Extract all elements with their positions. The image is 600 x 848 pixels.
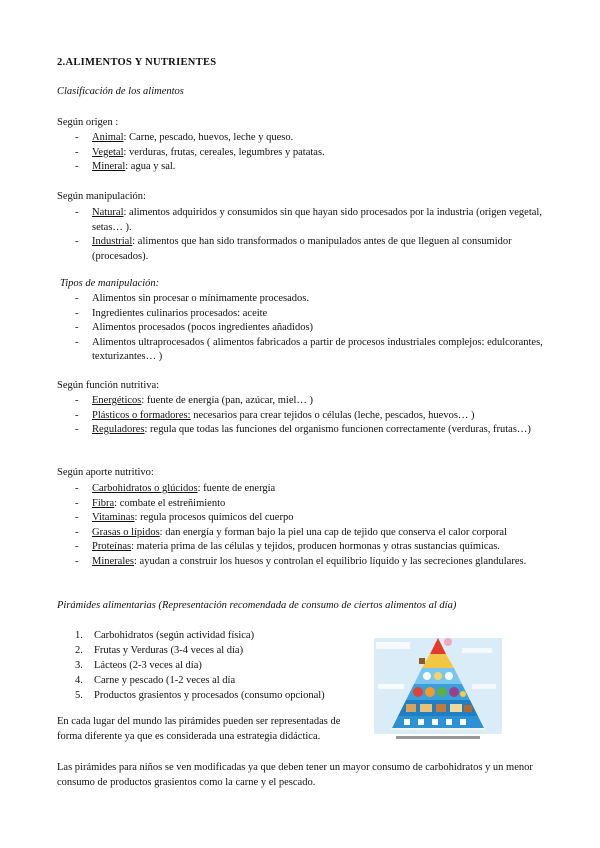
function-list [75,394,545,438]
list-item: - Vegetal: verduras, frutas, cereales, legumbres y patatas. [75,146,545,161]
origin-list [75,131,545,175]
list-item: - Reguladores: regula que todas las funciones del organismo funcionen correctamente (verduras, frutas…) [75,423,545,438]
list-item: - Alimentos ultraprocesados ( alimentos fabricados a partir de procesos industriales complejos: edulcorantes, texturizantes… ) [75,336,545,365]
list-item: - Plásticos o formadores: necesarios para crear tejidos o células (leche, pescados, huevos… ) [75,409,545,424]
list-item: 4. Carne y pescado (1-2 veces al día [75,675,236,686]
list-item: 2. Frutas y Verduras (3-4 veces al día) [75,645,244,656]
pyramid-paragraph-2: Las pirámides para niños se ven modificadas ya que deben tener un mayor consumo de carbohidratos y un menor consumo de productos grasientos como la carne y el pescado. [57,762,533,788]
function-label: Según función nutritiva: [57,380,160,391]
list-item: - Carbohidratos o glúcidos: fuente de energía [75,482,545,497]
list-item: - Animal: Carne, pescado, huevos, leche y queso. [75,131,545,146]
pyramid-list [75,628,365,703]
list-item: - Ingredientes culinarios procesados: aceite [75,307,545,322]
list-item: 1. Carbohidratos (según actividad física) [75,630,255,641]
list-item: - Proteínas: materia prima de las células y tejidos, producen hormonas y otras sustancias químicas. [75,540,545,555]
intake-label: Según aporte nutritivo: [57,467,154,478]
list-item: - Natural: alimentos adquiridos y consumidos sin que hayan sido procesados por la industria (origen vegetal, setas… ). [75,206,545,235]
list-item: - Industrial: alimentos que han sido transformados o manipulados antes de que lleguen al consumidor (procesados). [75,235,545,264]
origin-label: Según origen : [57,117,119,128]
list-item: - Mineral: agua y sal. [75,160,545,175]
list-item: - Fibra: combate el estreñimiento [75,497,545,512]
manipulation-list [75,206,545,264]
section-title: 2.ALIMENTOS Y NUTRIENTES [57,57,217,68]
list-item: - Energéticos: fuente de energía (pan, azúcar, miel… ) [75,394,545,409]
manipulation-label: Según manipulación: [57,191,146,202]
intake-list [75,482,545,569]
list-item: - Minerales: ayudan a construir los huesos y controlan el equilibrio líquido y las secreciones glandulares. [75,555,545,570]
list-item: - Grasas o lípidos: dan energía y forman bajo la piel una cap de tejido que conserva el calor corporal [75,526,545,541]
pyramid-paragraph-1: En cada lugar del mundo las pirámides pueden ser representadas de forma diferente ya que es considerada una estrategia didáctica. [57,716,341,742]
list-item: 5. Productos grasientos y procesados (consumo opcional) [75,690,325,701]
list-item: - Alimentos sin procesar o mínimamente procesados. [75,292,545,307]
classification-heading: Clasificación de los alimentos [57,86,184,97]
pyramids-heading: Pirámides alimentarias (Representación recomendada de consumo de ciertos alimentos al día) [57,600,457,611]
list-item: 3. Lácteos (2-3 veces al día) [75,660,202,671]
food-pyramid-icon [372,632,504,744]
types-heading: Tipos de manipulación: [60,278,160,289]
list-item: - Alimentos procesados (pocos ingredientes añadidos) [75,321,545,336]
types-list [75,292,545,365]
list-item: - Vitaminas: regula procesos químicos del cuerpo [75,511,545,526]
